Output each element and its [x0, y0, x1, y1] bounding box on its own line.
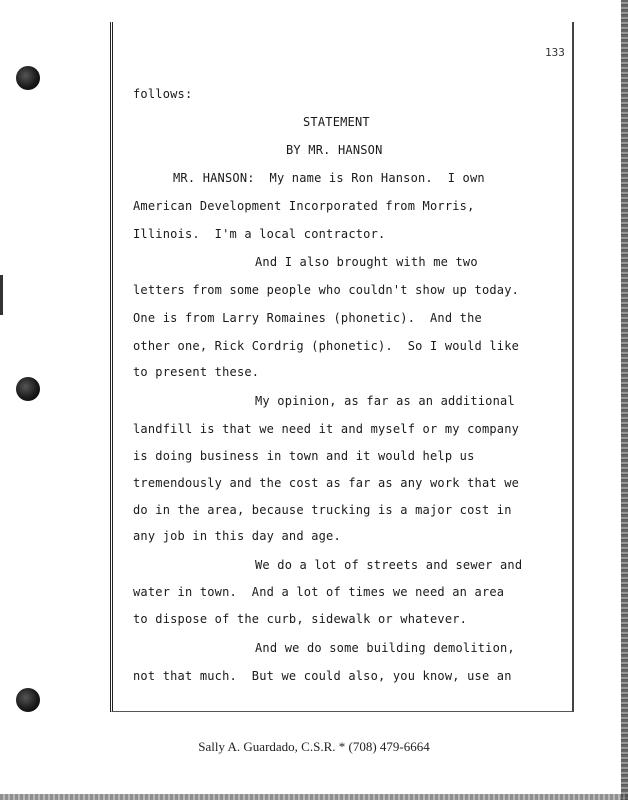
transcript-line: tremendously and the cost as far as any work that we: [133, 476, 520, 490]
scan-edge-bottom: [0, 794, 628, 800]
page-number: 133: [545, 46, 565, 59]
transcript-line: And I also brought with me two: [255, 255, 478, 269]
transcript-line: other one, Rick Cordrig (phonetic). So I would like: [133, 339, 520, 353]
transcript-line: to present these.: [133, 365, 260, 379]
transcript-line: any job in this day and age.: [133, 529, 341, 543]
transcript-line: is doing business in town and it would help us: [133, 449, 475, 463]
transcript-line: landfill is that we need it and myself or my company: [133, 422, 520, 436]
punch-hole-top: [16, 66, 40, 90]
transcript-line: do in the area, because trucking is a major cost in: [133, 503, 512, 517]
transcript-line: My opinion, as far as an additional: [255, 394, 515, 408]
transcript-line: not that much. But we could also, you know, use an: [133, 669, 512, 683]
transcript-line: One is from Larry Romaines (phonetic). And the: [133, 311, 482, 325]
transcript-line: water in town. And a lot of times we need an area: [133, 585, 505, 599]
punch-hole-middle: [16, 377, 40, 401]
transcript-line: We do a lot of streets and sewer and: [255, 558, 523, 572]
punch-hole-bottom: [16, 688, 40, 712]
section-subheading: BY MR. HANSON: [286, 143, 383, 157]
section-heading: STATEMENT: [303, 115, 370, 129]
transcript-line: And we do some building demolition,: [255, 641, 515, 655]
scan-edge-left-mark: [0, 275, 3, 315]
transcript-line: follows:: [133, 87, 193, 101]
reporter-footer: Sally A. Guardado, C.S.R. * (708) 479-6664: [198, 739, 430, 754]
transcript-line: American Development Incorporated from Morris,: [133, 199, 475, 213]
transcript-line: to dispose of the curb, sidewalk or whatever.: [133, 612, 468, 626]
transcript-line: Illinois. I'm a local contractor.: [133, 227, 386, 241]
scan-edge-right: [621, 0, 628, 800]
transcript-line: MR. HANSON: My name is Ron Hanson. I own: [173, 171, 485, 185]
transcript-line: letters from some people who couldn't show up today.: [133, 283, 520, 297]
